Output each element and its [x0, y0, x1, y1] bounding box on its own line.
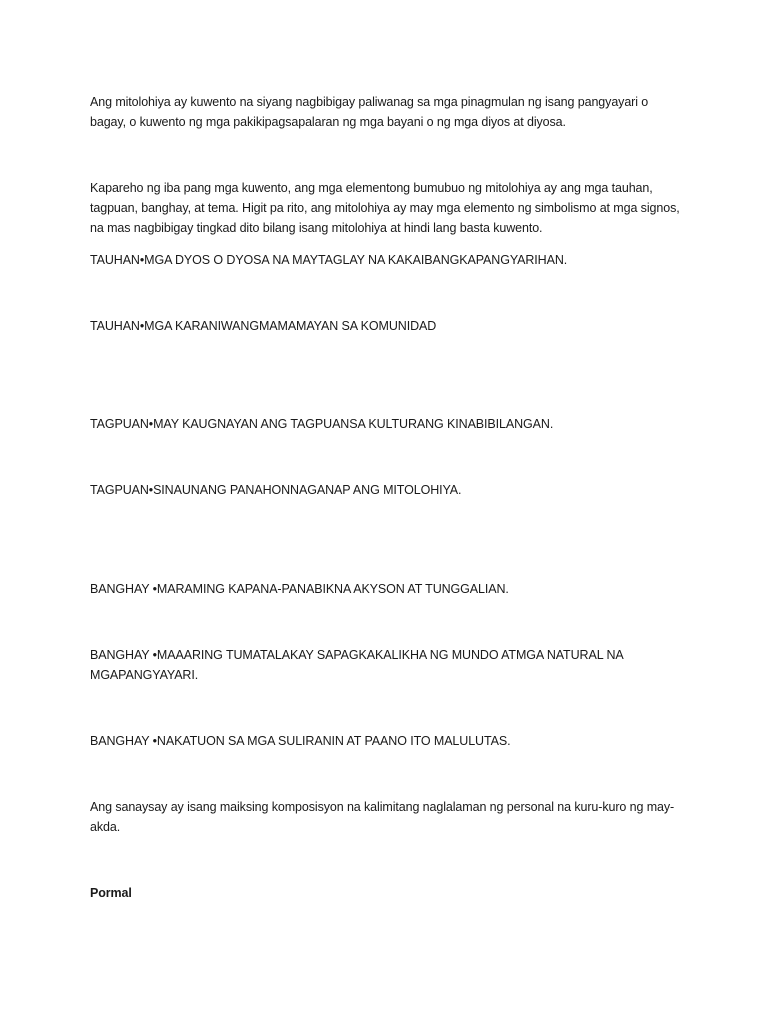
paragraph-tagpuan-2: TAGPUAN•SINAUNANG PANAHONNAGANAP ANG MITOLOHIYA. — [90, 483, 462, 497]
paragraph-mitolohiya-elements: Kapareho ng iba pang mga kuwento, ang mga elementong bumubuo ng mitolohiya ay ang mga tauhan, tagpuan, banghay, at tema. Higit pa rito, ang mitolohiya ay may mga elemento ng simbolismo at mga signos, na mas nagbibigay tingkad dito bilang isang mitolohiya at hindi lang basta kuwento. — [90, 181, 680, 235]
paragraph-tauhan-1: TAUHAN•MGA DYOS O DYOSA NA MAYTAGLAY NA KAKAIBANGKAPANGYARIHAN. — [90, 253, 568, 267]
paragraph-banghay-3: BANGHAY •NAKATUON SA MGA SULIRANIN AT PAANO ITO MALULUTAS. — [90, 734, 511, 748]
paragraph-tagpuan-1: TAGPUAN•MAY KAUGNAYAN ANG TAGPUANSA KULTURANG KINABIBILANGAN. — [90, 417, 554, 431]
paragraph-pormal: Pormal — [90, 886, 132, 900]
paragraph-sanaysay-definition: Ang sanaysay ay isang maiksing komposisyon na kalimitang naglalaman ng personal na kuru-kuro ng may-akda. — [90, 800, 675, 834]
paragraph-tauhan-2: TAUHAN•MGA KARANIWANGMAMAMAYAN SA KOMUNIDAD — [90, 319, 437, 333]
paragraph-banghay-2: BANGHAY •MAAARING TUMATALAKAY SAPAGKAKALIKHA NG MUNDO ATMGA NATURAL NA MGAPANGYAYARI. — [90, 648, 623, 682]
paragraph-mitolohiya-definition: Ang mitolohiya ay kuwento na siyang nagbibigay paliwanag sa mga pinagmulan ng isang pangyayari o bagay, o kuwento ng mga pakikipagsapalaran ng mga bayani o ng mga diyos at diyosa. — [90, 95, 649, 129]
paragraph-banghay-1: BANGHAY •MARAMING KAPANA-PANABIKNA AKYSON AT TUNGGALIAN. — [90, 582, 509, 596]
